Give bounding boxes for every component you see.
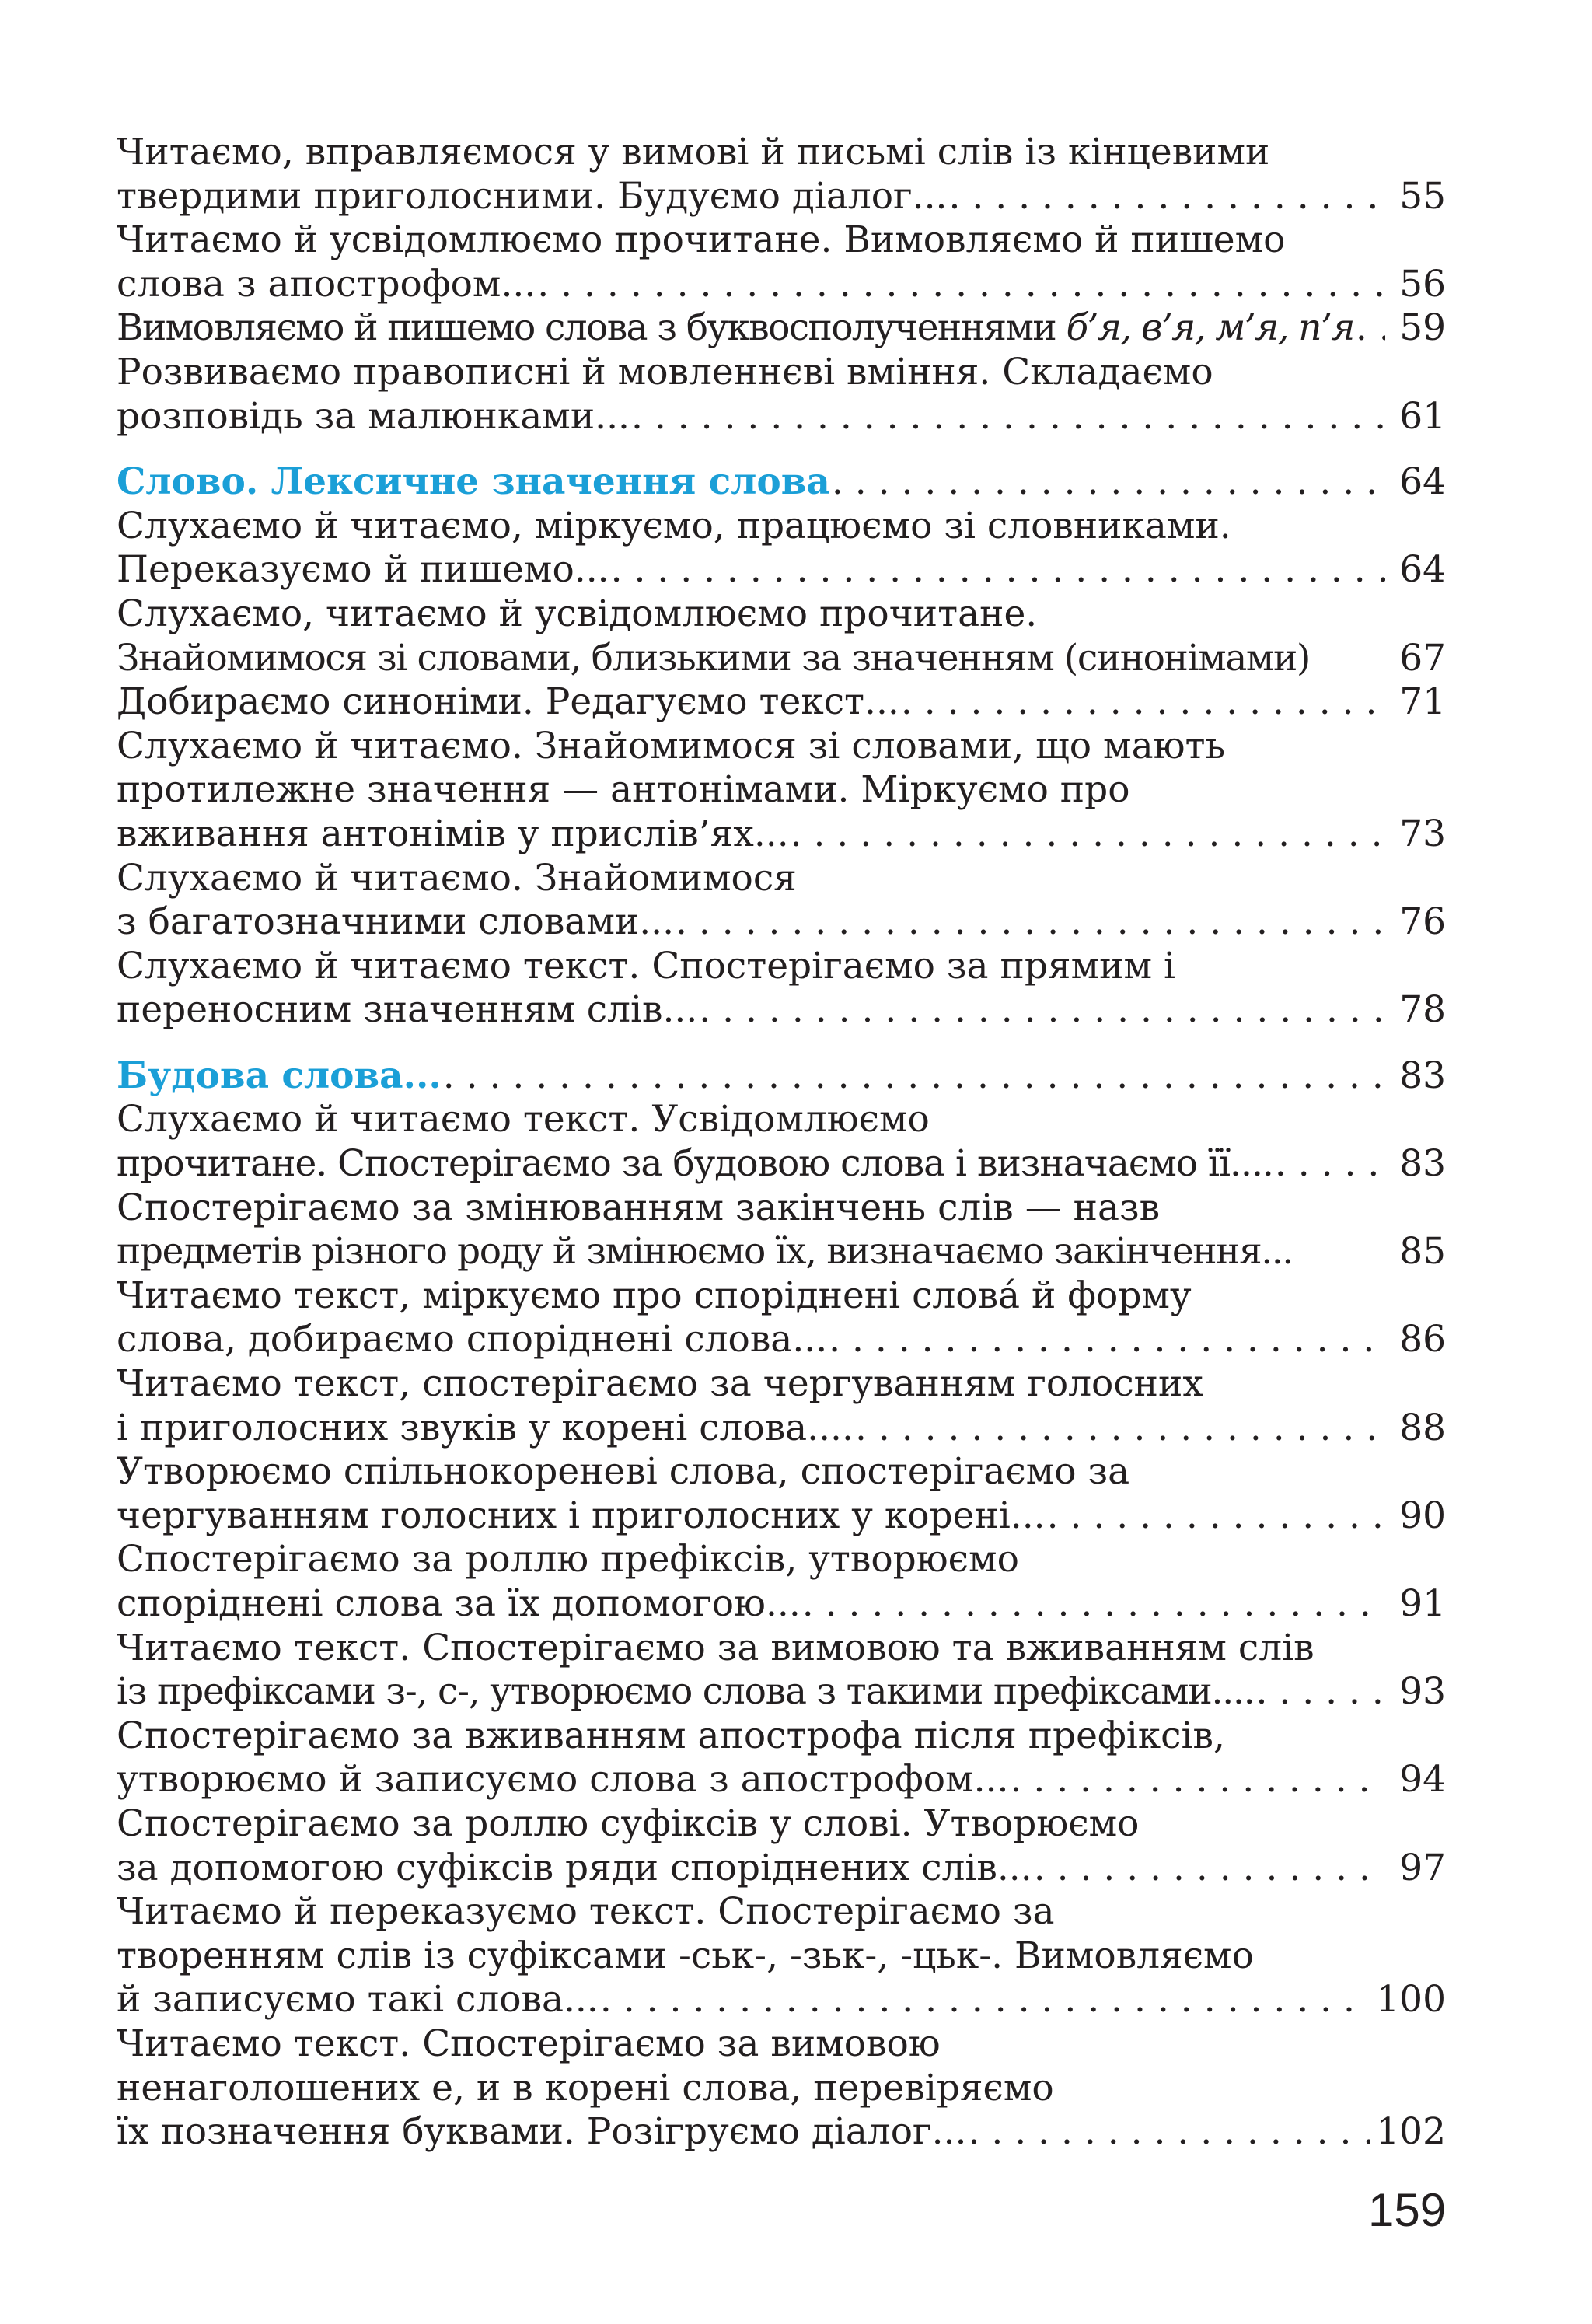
toc-entry bbox=[117, 592, 1446, 680]
dot-leader bbox=[829, 1318, 1385, 1362]
toc-entry bbox=[117, 1538, 1446, 1626]
toc-entry-text: протилежне значення — антонімами. Міркуємо про bbox=[117, 768, 1130, 812]
toc-entry bbox=[117, 1890, 1446, 2022]
toc-entry-text: Читаємо, вправляємося у вимові й письмі слів із кінцевими bbox=[117, 131, 1270, 173]
toc-entry bbox=[117, 857, 1446, 945]
toc-page-number: 93 bbox=[1399, 1670, 1446, 1714]
italic-letter-combinations: б’я, в’я, м’я, п’я bbox=[1066, 306, 1354, 350]
dot-leader bbox=[1356, 306, 1385, 351]
toc-page-number: 86 bbox=[1399, 1318, 1446, 1361]
toc-entry-text: споріднені слова за їх допомогою... bbox=[117, 1582, 801, 1625]
toc-entry-text: чергуванням голосних і приголосних у корені... bbox=[117, 1494, 1046, 1537]
toc-entry bbox=[117, 945, 1446, 1033]
toc-entry-text: і приголосних звуків у корені слова.... bbox=[117, 1406, 854, 1449]
toc-entry-text: Читаємо текст, міркуємо про споріднені слова́ й форму bbox=[117, 1274, 1192, 1317]
section-heading bbox=[117, 460, 1446, 505]
toc-page-number: 90 bbox=[1399, 1494, 1446, 1537]
toc-entry bbox=[117, 680, 1446, 725]
toc-entry-text: Читаємо текст. Спостерігаємо за вимовою та вживанням слів bbox=[117, 1626, 1314, 1669]
toc-entry bbox=[117, 1098, 1446, 1186]
toc-page-number: 78 bbox=[1399, 988, 1446, 1032]
toc-page-number: 73 bbox=[1399, 812, 1446, 855]
dot-leader bbox=[676, 900, 1385, 945]
toc-entry-text: Читаємо й усвідомлюємо прочитане. Вимовляємо й пишемо bbox=[117, 218, 1286, 262]
toc-entry-text: Спостерігаємо за роллю префіксів, утворюємо bbox=[117, 1538, 1019, 1581]
toc-entry-text: Знайомимося зі словами, близькими за значенням (синонімами) bbox=[117, 636, 1310, 680]
toc-page-number: 61 bbox=[1399, 394, 1446, 438]
dot-leader bbox=[791, 813, 1385, 857]
toc-entry-text: ненаголошених е, и в корені слова, перевіряємо bbox=[117, 2066, 1054, 2109]
toc-page-number: 102 bbox=[1376, 2110, 1446, 2154]
toc-entry-text: переносним значенням слів... bbox=[117, 988, 698, 1032]
toc-entry-text: з багатозначними словами... bbox=[117, 900, 675, 944]
section-heading bbox=[117, 1054, 1446, 1099]
section-heading-text: Слово. Лексичне значення слова bbox=[117, 460, 830, 504]
toc-entry-text: Читаємо текст, спостерігаємо за чергуванням голосних bbox=[117, 1362, 1203, 1406]
toc-page-number: 55 bbox=[1399, 174, 1446, 218]
dot-leader bbox=[611, 548, 1385, 592]
toc-page-number: 64 bbox=[1399, 548, 1446, 592]
toc-entry-text: Слухаємо й читаємо текст. Усвідомлюємо bbox=[117, 1098, 930, 1141]
toc-entry-text: Переказуємо й пишемо... bbox=[117, 548, 609, 592]
toc-entry-text: Слухаємо й читаємо. Знайомимося bbox=[117, 856, 797, 900]
toc-entry-text: Спостерігаємо за вживанням апострофа після префіксів, bbox=[117, 1714, 1225, 1757]
toc-entry bbox=[117, 306, 1446, 351]
toc-page-number: 100 bbox=[1376, 1978, 1446, 2022]
dot-leader bbox=[600, 1978, 1370, 2022]
toc-entry bbox=[117, 1802, 1446, 1890]
toc-page-number: 59 bbox=[1399, 306, 1446, 350]
toc-entry-text: Слухаємо й читаємо текст. Спостерігаємо за прямим і bbox=[117, 944, 1175, 987]
toc-entry-text: за допомогою суфіксів ряди споріднених слів... bbox=[117, 1846, 1032, 1889]
dot-leader bbox=[1275, 1142, 1385, 1186]
toc-entry-text: розповідь за малюнками... bbox=[117, 394, 630, 438]
dot-leader bbox=[1047, 1494, 1385, 1539]
toc-entry bbox=[117, 1186, 1446, 1274]
dot-leader bbox=[1255, 1670, 1385, 1714]
toc-entry-text: Утворюємо спільнокореневі слова, спостерігаємо за bbox=[117, 1450, 1130, 1494]
toc-page-number: 94 bbox=[1399, 1758, 1446, 1802]
toc-page-number: 83 bbox=[1399, 1054, 1446, 1097]
page-number: 159 bbox=[1368, 2184, 1447, 2236]
toc-entry-text: їх позначення буквами. Розігруємо діалог... bbox=[117, 2110, 967, 2154]
toc-page-number: 88 bbox=[1399, 1406, 1446, 1449]
toc-entry-text: Добираємо синоніми. Редагуємо текст... bbox=[117, 680, 899, 724]
toc-page-number: 85 bbox=[1399, 1230, 1446, 1274]
dot-leader bbox=[968, 2110, 1370, 2155]
toc-entry-text: слова, добираємо споріднені слова... bbox=[117, 1318, 828, 1361]
dot-leader bbox=[699, 988, 1385, 1033]
toc-entry-text: творенням слів із суфіксами -ськ-, -зьк-, -цьк-. Вимовляємо bbox=[117, 1934, 1254, 1977]
toc-entry bbox=[117, 2022, 1446, 2155]
toc-entry-text: Слухаємо й читаємо. Знайомимося зі словами, що мають bbox=[117, 724, 1226, 767]
dot-leader bbox=[802, 1582, 1385, 1627]
dot-leader bbox=[537, 263, 1385, 307]
toc-entry-text: слова з апострофом... bbox=[117, 262, 536, 306]
toc-entry-text: прочитане. Спостерігаємо за будовою слова і визначаємо її.... bbox=[117, 1142, 1273, 1186]
toc-entry bbox=[117, 351, 1446, 439]
toc-page-number: 91 bbox=[1399, 1582, 1446, 1625]
toc-entry bbox=[117, 725, 1446, 857]
section-heading-text: Будова слова... bbox=[117, 1054, 442, 1097]
toc-entry-text: Спостерігаємо за змінюванням закінчень слів — назв bbox=[117, 1186, 1161, 1229]
toc-entry bbox=[117, 1627, 1446, 1714]
toc-page-number: 76 bbox=[1399, 900, 1446, 944]
dot-leader bbox=[832, 460, 1385, 505]
toc-entry bbox=[117, 1274, 1446, 1362]
toc-entry-text: Слухаємо, читаємо й усвідомлюємо прочитане. bbox=[117, 592, 1038, 635]
toc-entry-text: Вимовляємо й пишемо слова з буквосполученнями б’я, в’я, м’я, п’я bbox=[117, 306, 1354, 350]
toc-entry-text: Читаємо текст. Спостерігаємо за вимовою bbox=[117, 2022, 941, 2065]
toc-page-number: 56 bbox=[1399, 262, 1446, 306]
toc-entry-text: вживання антонімів у прислів’ях... bbox=[117, 812, 789, 855]
dot-leader bbox=[443, 1054, 1385, 1099]
toc-entry-text: Спостерігаємо за роллю суфіксів у слові. Утворюємо bbox=[117, 1802, 1140, 1845]
toc-page-number: 83 bbox=[1399, 1142, 1446, 1186]
toc-entry-text: Розвиваємо правописні й мовленнєві вміння. Складаємо bbox=[117, 350, 1213, 393]
toc-entry-text: із префіксами з-, с-, утворюємо слова з такими префіксами.... bbox=[117, 1670, 1255, 1714]
toc-entry-text: Читаємо й переказуємо текст. Спостерігаємо за bbox=[117, 1890, 1055, 1934]
toc-entry-text: й записуємо такі слова... bbox=[117, 1978, 599, 2022]
toc-entry-text: Слухаємо й читаємо, міркуємо, працюємо зі словниками. bbox=[117, 504, 1231, 547]
toc-entry bbox=[117, 505, 1446, 592]
dot-leader bbox=[1010, 1758, 1385, 1802]
dot-leader bbox=[1034, 1847, 1385, 1891]
dot-leader bbox=[901, 680, 1385, 725]
dot-leader bbox=[855, 1407, 1385, 1451]
toc-entry bbox=[117, 1450, 1446, 1538]
toc-page-number: 67 bbox=[1399, 636, 1446, 680]
toc-entry bbox=[117, 218, 1446, 306]
dot-leader bbox=[631, 395, 1385, 439]
toc-page-number: 64 bbox=[1399, 460, 1446, 504]
toc-entry bbox=[117, 1362, 1446, 1450]
toc-entry bbox=[117, 1714, 1446, 1802]
toc-entry bbox=[117, 131, 1446, 218]
table-of-contents bbox=[117, 131, 1446, 2155]
toc-entry-text: твердими приголосними. Будуємо діалог... bbox=[117, 174, 948, 218]
dot-leader bbox=[949, 175, 1386, 219]
toc-page-number: 71 bbox=[1399, 680, 1446, 724]
toc-entry-text: предметів різного роду й змінюємо їх, визначаємо закінчення... bbox=[117, 1230, 1293, 1274]
toc-page-number: 97 bbox=[1399, 1846, 1446, 1889]
toc-entry-text: утворюємо й записуємо слова з апострофом... bbox=[117, 1758, 1009, 1802]
